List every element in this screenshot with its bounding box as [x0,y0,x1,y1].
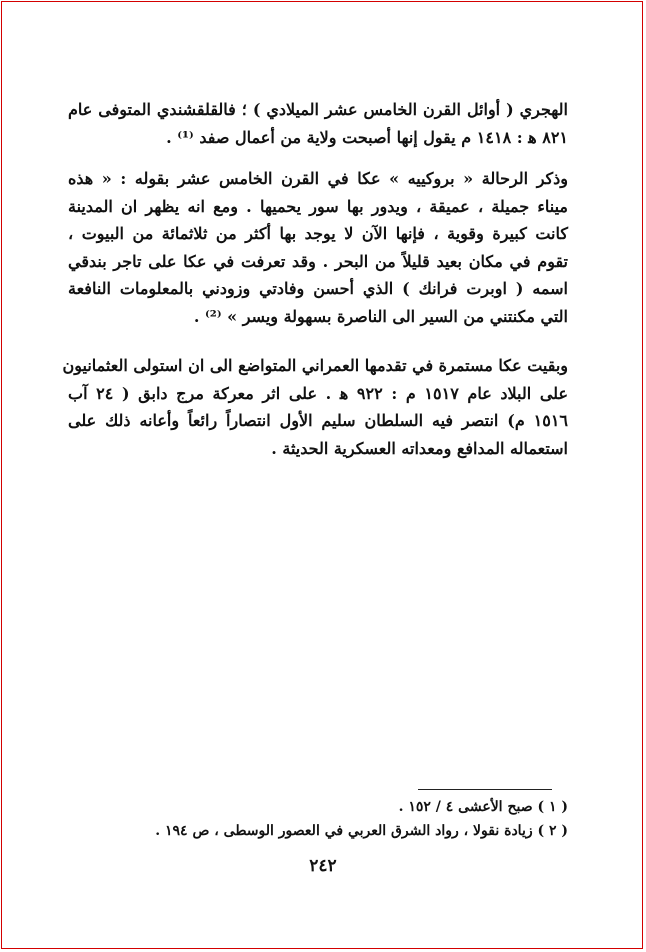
paragraph-1 [68,96,568,151]
paragraph-3 [62,352,569,462]
paragraph-2-line-6: التي مكنتني من السير الى الناصرة بسهولة ويسر » ⁽²⁾ . [193,306,568,326]
paragraph-3-line-1: وبقيت عكا مستمرة في تقدمها العمراني المتواضع الى ان استولى العثمانيون [62,356,568,375]
paragraph-1-line-2: ٨٢١ ﻫ : ١٤١٨ م يقول إنها أصبحت ولاية من أعمال صفد ⁽¹⁾ . [166,127,568,147]
paragraph-2-line-5: اسمه ( اوبرت فرانك ) الذي أحسن وفادتي وزودني بالمعلومات النافعة [68,279,568,298]
paragraph-2-line-3: كانت كبيرة وقوية ، فإنها الآن لا يوجد بها أكثر من ثلاثمائة من البيوت ، [68,224,568,243]
paragraph-3-line-2: على البلاد عام ١٥١٧ م : ٩٢٢ ﻫ . على اثر معركة مرج دابق ( ٢٤ آب [68,383,569,403]
paragraph-2-line-4: تقوم في مكان بعيد قليلاً من البحر . وقد تعرفت في عكا على تاجر بندقي [68,251,569,271]
paragraph-2 [68,165,568,330]
paragraph-3-line-3: ١٥١٦ م) انتصر فيه السلطان سليم الأول انتصاراً رائعاً وأعانه ذلك على [68,411,568,430]
footnote-1: ( ١ ) صبح الأعشى ٤ / ١٥٢ . [398,799,568,815]
footnote-2: ( ٢ ) زيادة نقولا ، رواد الشرق العربي في العصور الوسطى ، ص ١٩٤ . [155,823,568,839]
paragraph-2-line-2: ميناء جميلة ، عميقة ، ويدور بها سور يحميها . ومع انه يظهر ان المدينة [68,196,569,216]
paragraph-3-line-4: استعماله المدافع ومعداته العسكرية الحديثة . [271,438,568,458]
paragraph-1-line-1: الهجري ( أوائل القرن الخامس عشر الميلادي ) ؛ فالقلقشندي المتوفى عام [68,100,568,119]
footnotes [148,795,568,843]
footnote-separator [418,789,552,790]
paragraph-2-line-1: وذكر الرحالة « بروكييه » عكا في القرن الخامس عشر بقوله : « هذه [68,169,568,188]
page-number: ٢٤٢ [309,856,337,876]
